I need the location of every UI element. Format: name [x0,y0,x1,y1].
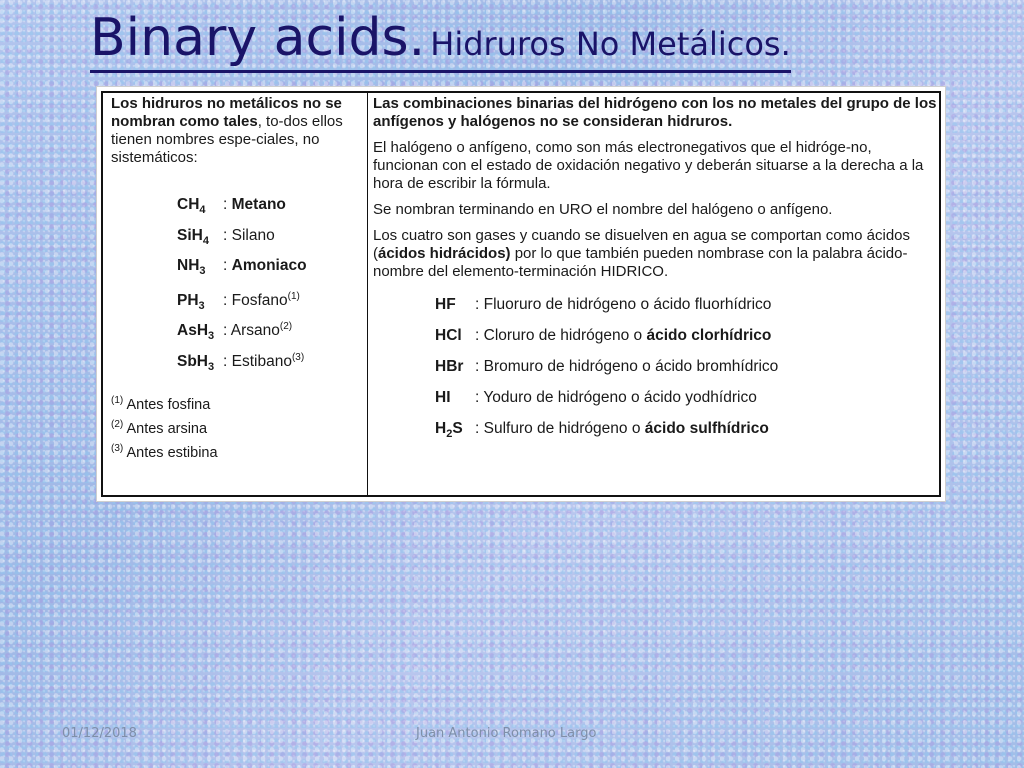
formula-subscript: 3 [199,265,206,278]
separator: : [223,352,232,370]
footnote-mark: (2) [111,418,124,430]
footnote-mark: (3) [291,351,305,363]
footer-author: Juan Antonio Romano Largo [416,726,597,741]
title-main: Binary acids. [90,8,426,68]
table-frame [101,91,941,497]
formula-subscript: 3 [208,330,215,343]
acid-formula: HCl [435,327,462,344]
separator: : [475,296,484,313]
acid-row [435,419,939,450]
hydride-formula: $PH_3$ [177,291,205,312]
right-column [373,95,939,450]
acid-formula: HI [435,389,451,406]
footnote-mark: (1) [287,290,300,302]
footnote-text: Antes arsina [123,420,208,437]
acid-list [435,295,939,450]
formula-subscript: 3 [208,360,215,373]
paragraph-acids: Los cuatro son gases y cuando se disuelven en agua se comportan como ácidos (ácidos hidrácidos) por lo que también pueden nombrase con la palabra ácido-nombre del elemento-terminación HIDRICO. [373,227,910,280]
acid-row [435,326,939,357]
paragraph-oxidation: El halógeno o anfígeno, como son más electronegativos que el hidróge-no, funcionan con el estado de oxidación negativo y deberán situarse a la derecha a la hora de escribir la fórmula. [373,139,924,192]
separator: : [223,257,232,274]
acid-row [435,295,939,326]
footnote-mark: (3) [111,442,124,454]
slide-title [90,8,791,73]
separator: : [475,389,484,406]
acid-name: Bromuro de hidrógeno o ácido bromhídrico [483,358,779,375]
separator: : [223,322,231,340]
separator: : [223,226,232,244]
formula-subscript: 3 [198,299,205,312]
hydride-name: Fosfano [231,291,288,309]
hydride-formula: SiH$_4$ [177,226,209,247]
footnote [111,439,361,463]
footnote-mark: (1) [111,395,124,406]
separator: : [223,196,232,213]
hydride-formula: $NH_3$ [177,257,206,278]
hydride-name: Arsano [230,322,280,340]
title-sub: Hidruros No Metálicos. [430,25,791,63]
hydride-row [177,256,361,287]
acid-name: Yoduro de hidrógeno o ácido yodhídrico [483,389,757,406]
hydride-list [177,195,361,378]
acid-row [435,357,939,388]
acid-name: Sulfuro de hidrógeno o [483,420,645,437]
acid-row [435,388,939,419]
left-column [111,95,361,462]
hydride-name: Metano [231,196,286,213]
separator: : [223,291,232,309]
hydride-row [177,287,361,318]
hydride-name: Estibano [231,352,292,370]
hydride-row [177,226,361,257]
footnote-text: Antes estibina [123,444,218,461]
formula-subscript: 4 [202,234,209,247]
footnote [111,415,361,439]
acid-name: Fluoruro de hidrógeno o ácido fluorhídrico [483,296,772,313]
hydride-formula: AsH$_3$ [177,322,215,343]
paragraph-naming: Se nombran terminando en URO el nombre del halógeno o anfígeno. [373,201,833,218]
acid-formula: $H_2S$ [435,420,463,441]
hydride-row [177,348,361,379]
hydride-name: Amoniaco [231,257,307,274]
hydride-formula: $CH_4$ [177,196,206,217]
content-table [96,86,946,502]
left-intro: Los hidruros no metálicos no se nombran como tales, to-dos ellos tienen nombres espe-ciales, no sistemáticos: [111,95,343,166]
separator: : [475,420,484,437]
footer-date: 01/12/2018 [62,726,137,741]
acid-name-bold: ácido clorhídrico [646,327,772,344]
column-divider [367,93,368,495]
footnote-text: Antes fosfina [123,396,211,413]
hydride-name: Silano [231,226,275,244]
formula-subscript: 2 [446,428,453,441]
right-intro: Las combinaciones binarias del hidrógeno con los no metales del grupo de los anfígenos y halógenos no se consideran hidruros. [373,95,937,130]
acid-name-bold: ácido sulfhídrico [644,420,769,437]
hydride-row [177,195,361,226]
footnote-mark: (2) [279,321,293,332]
formula-subscript: 4 [199,204,206,217]
acid-formula: HBr [435,358,464,375]
separator: : [475,327,484,344]
footnotes [111,391,361,462]
separator: : [475,358,484,375]
acid-formula: HF [435,296,456,313]
footnote [111,391,361,415]
acid-name: Cloruro de hidrógeno o [483,327,647,344]
hydride-row [177,317,361,348]
hydride-formula: SbH$_3$ [177,352,215,373]
